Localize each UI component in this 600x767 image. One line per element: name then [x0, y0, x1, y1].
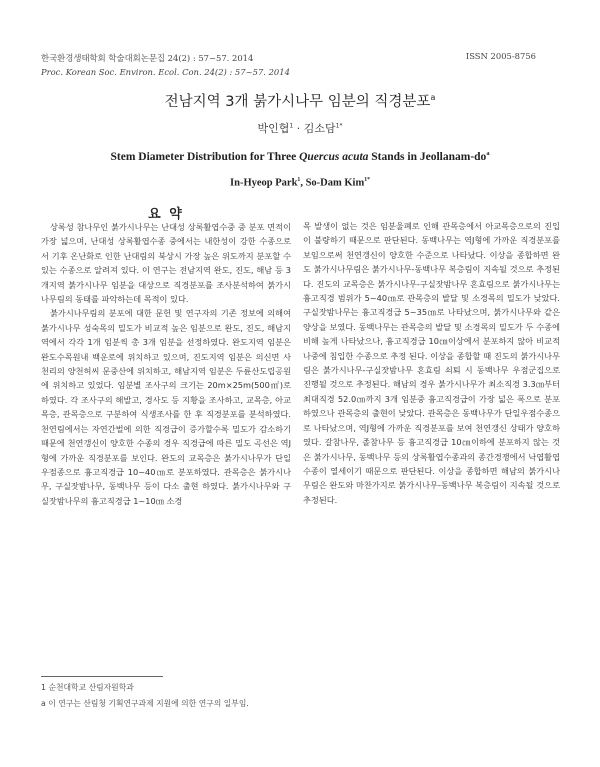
author-1-ko-mark: 1 [289, 122, 294, 130]
author-2-ko-mark: 1* [335, 122, 343, 130]
footnote-funding: a 이 연구는 산림청 기획연구과제 지원에 의한 연구의 일부임. [41, 699, 249, 708]
author-2-ko: 김소담 [303, 122, 336, 135]
abstract-paragraph-1: 상록성 참나무인 붉가시나무는 난대성 상록활엽수중 중 분포 면적이 가장 넓으며, 난대성 상록활엽수종 중에서는 내한성이 강한 수종으로서 기후 온난화로 인한 난대림의 북상시 가장 높은 위도까지 분포할 수 있는 수종으로 알려져 있다. 이 연구는 전남지역 완도, 진도, 해남 등 3개지역 붉가시나무 임분을 대상으로 직경분포를 조사분석하여 붉가시나무림의 동태를 파악하는데 목적이 있다. [41, 222, 291, 305]
issn-label: ISSN 2005-8756 [465, 51, 536, 61]
paper-title-ko [0, 90, 600, 111]
title-en-footnote-mark: a [486, 150, 490, 157]
paper-title-ko-text: 전남지역 3개 붉가시나무 임분의 직경분포 [164, 94, 431, 110]
abstract-right-column [303, 219, 560, 507]
author-separator-en: , [300, 177, 306, 189]
authors-ko [0, 120, 600, 136]
author-1-en: In-Hyeop Park [230, 177, 298, 189]
abstract-paragraph-2: 붉가시나무림의 분포에 대한 문헌 및 연구자의 기존 정보에 의해여 붉가시나무 성숙목의 밀도가 비교적 높은 임분으로 완도, 진도, 해남지역에서 각각 1개 임분씩 총 3개 임분을 선정하였다. 완도지역 임분은 완도수목원내 백운로에 위치하고 있으며, 진도지역 임분은 의신면 사천리의 양천허씨 문중산에 위치하고, 해남지역 임분은 두륜산도립공원에 위치하고 있었다. 임분별 조사구의 크기는 20m×25m(500㎡)로 하였다. 각 조사구의 해발고, 경사도 등 지황을 조사하고, 교목층, 아교목층, 관목층으로 구분하여 식생조사를 한 후 직경분포를 분석하였다. 천연림에서는 자연간벌에 의한 직경급이 증가할수록 밀도가 감소하기 때문에 천연갱신이 양호한 수종의 경우 직경급에 따른 밀도 곡선은 역J형에 가까운 직경분포를 보인다. 완도의 교목층은 붉가시나무가 단일우점종으로 흉고직경급 10~40㎝로 분포하였다. 관목층은 붉가시나무, 구실잣밤나무, 동백나무 등이 다소 출현 하였다. 붉가시나무와 구실잣밤나무의 흉고직경급 1~10㎝ 소경 [41, 308, 291, 506]
author-2-en-mark: 1* [364, 177, 370, 183]
abstract-heading: 요 약 [148, 207, 184, 222]
author-1-en-mark: 1 [297, 177, 301, 183]
footnote-divider [41, 676, 163, 677]
title-en-species: Quercus acuta [299, 150, 369, 163]
abstract-left-column [41, 220, 291, 508]
footnote-affiliation: 1 순천대학교 산림자원학과 [41, 683, 134, 692]
journal-citation-en: Proc. Korean Soc. Environ. Ecol. Con. 24(2) : 57~57. 2014 [41, 67, 290, 77]
title-en-pre: Stem Diameter Distribution for Three [110, 150, 300, 163]
title-en-post: Stands in Jeollanam-do [368, 150, 487, 163]
journal-header [41, 51, 290, 79]
author-2-en: So-Dam Kim [305, 177, 365, 189]
author-1-ko: 박인협 [257, 122, 290, 135]
journal-citation-ko: 한국환경생태학회 학술대회논문집 24(2) : 57~57. 2014 [41, 53, 254, 63]
title-ko-footnote-mark: a [430, 93, 436, 103]
paper-title-en [0, 150, 600, 163]
author-separator-ko: · [293, 122, 304, 135]
authors-en [0, 177, 600, 189]
abstract-paragraph-2-continued: 목 발생이 없는 것은 임분울폐로 인해 관목층에서 아교목층으로의 진입이 불량하기 때문으로 판단된다. 동백나무는 역J형에 가까운 직경분포를 보임으로써 천연갱신이 양호한 수준으로 나타났다. 이상을 종합하면 완도 붉가시나무림은 붉가시나무-동백나무 복층림이 지속될 것으로 추정된다. 진도의 교목층은 붉가시나무-구실잣밤나무 혼효림으로 붉가시나무는 흉고직경 범위가 5~40㎝로 관목층의 발달 및 소경목의 밀도가 낮았다. 구실잣밤나무는 흉고직경급 5~35㎝로 나타났으며, 붉가시나무와 같은 양상을 보였다. 동백나무는 관목층의 발달 및 소경목의 밀도가 두 수종에 비해 높게 나타났으나, 흉고직경급 10㎝이상에서 분포하지 않아 비교적 나중에 침입한 수종으로 추정 된다. 이상을 종합할 때 진도의 붉가시나무림은 붉가시나무-구실잣밤나무 혼효림 쇠퇴 시 동백나무 우점군집으로 진행될 것으로 추정된다. 해남의 경우 붉가시나무가 최소직경 3.3㎝부터 최대직경 52.0㎝까지 3개 임분중 흉고직경급이 가장 넓은 폭으로 분포하였으나 관목층의 출현이 낮았다. 관목층은 동백나무가 단일우점수종으로 나타났으며, 역J형에 가까운 직경분포를 보여 천연갱신 상태가 양호하였다. 갈참나무, 졸참나무 등 흉고직경급 10㎝이하에 분포하지 않는 것은 붉가시나무, 동백나무 등의 상록활엽수종과의 종간경쟁에서 낙엽활엽수종이 열세이기 때문으로 판단된다. 이상을 종합하면 해남의 붉가시나무림은 완도와 마찬가지로 붉가시나무-동백나무 복층림이 지속될 것으로 추정된다. [303, 221, 560, 505]
